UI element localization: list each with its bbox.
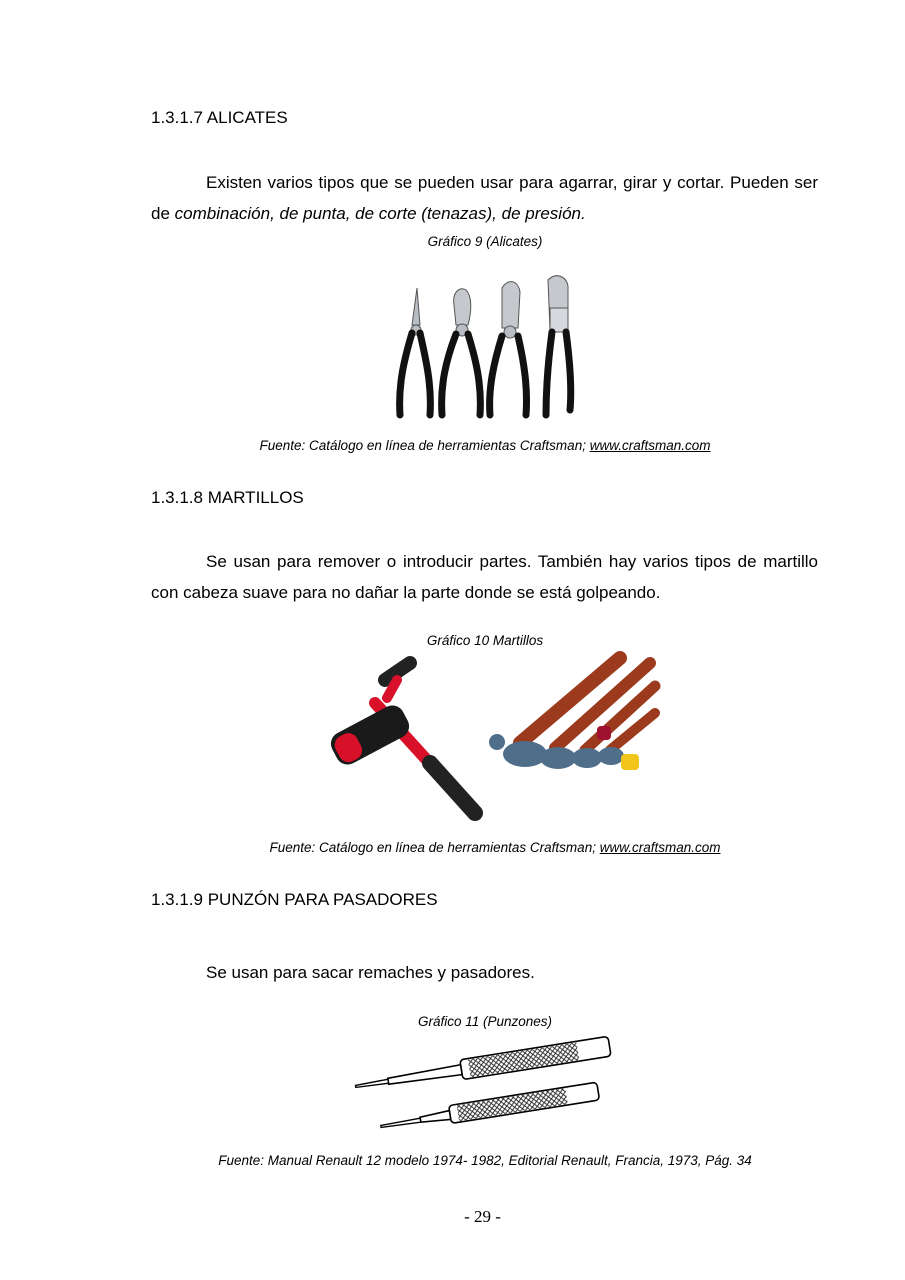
paragraph-alicates-text: Existen varios tipos que se pueden usar para agarrar, girar y cortar. Pueden ser de [151, 173, 818, 223]
figure-source-9-link[interactable]: www.craftsman.com [589, 438, 711, 453]
figure-caption-10: Gráfico 10 Martillos [426, 633, 544, 648]
dead-blow-hammer [327, 663, 475, 813]
figure-source-10 [0, 840, 905, 855]
groove-joint-pliers [546, 276, 571, 415]
diagonal-cutters [442, 289, 481, 415]
paragraph-punzon-text: Se usan para sacar remaches y pasadores. [206, 963, 535, 982]
pin-punches-image [350, 1032, 620, 1142]
page-number: - 29 - [464, 1207, 501, 1226]
paragraph-martillos-text: Se usan para remover o introducir partes. También hay varios tipos de martillo con cabeza suave para no dañar la parte donde se está golpeando. [151, 552, 818, 602]
paragraph-alicates [151, 167, 818, 229]
pin-punch-small [379, 1082, 599, 1134]
hammers-image [325, 658, 655, 828]
figure-source-10-text: Fuente: Catálogo en línea de herramientas Craftsman; [269, 840, 600, 855]
paragraph-martillos [151, 546, 818, 608]
section-heading-martillos: 1.3.1.8 MARTILLOS [151, 488, 304, 507]
figure-source-9 [0, 438, 905, 453]
figure-source-9-text: Fuente: Catálogo en línea de herramientas Craftsman; [259, 438, 590, 453]
pliers-set-image [390, 270, 590, 420]
section-heading-alicates: 1.3.1.7 ALICATES [151, 108, 288, 127]
section-heading-punzon: 1.3.1.9 PUNZÓN PARA PASADORES [151, 890, 438, 909]
needle-nose-pliers [400, 288, 431, 415]
paragraph-alicates-italic: combinación, de punta, de corte (tenazas), de presión. [174, 204, 586, 223]
figure-source-11: Fuente: Manual Renault 12 modelo 1974- 1982, Editorial Renault, Francia, 1973, Pág. 34 [218, 1153, 752, 1168]
paragraph-punzon [151, 957, 818, 988]
figure-source-10-link[interactable]: www.craftsman.com [599, 840, 721, 855]
figure-caption-9: Gráfico 9 (Alicates) [427, 234, 543, 249]
figure-caption-11: Gráfico 11 (Punzones) [417, 1014, 553, 1029]
slip-joint-pliers [490, 282, 527, 415]
ball-peen-hammer-set [485, 658, 655, 770]
